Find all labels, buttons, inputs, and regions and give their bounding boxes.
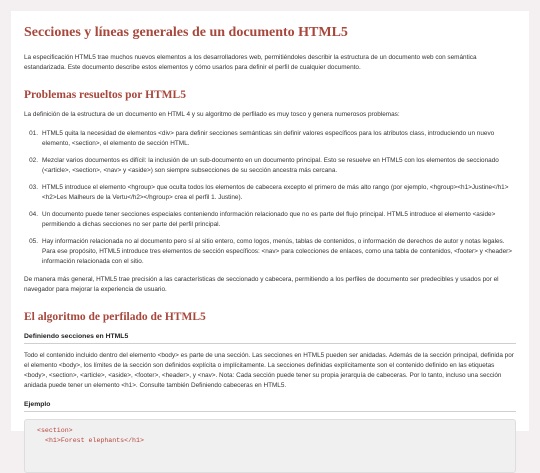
page-title: Secciones y líneas generales de un documento HTML5	[24, 25, 348, 40]
list-text: Un documento puede tener secciones especiales conteniendo información relacionado que no es parte del flujo principal. HTML5 introduce el elemento <aside> permitiendo a dichas secciones no ser parte del perfil principal.	[42, 211, 496, 228]
list-number: 04.	[29, 211, 38, 218]
list-item	[24, 183, 516, 203]
problems-list	[24, 129, 516, 267]
list-number: 03.	[29, 184, 38, 191]
list-text: HTML5 introduce el elemento <hgroup> que oculta todos los elementos de cabecera excepto el primero de más alto rango (por ejemplo, <hgroup><h1>Justine</h1><h2>Les Malheurs de la Vertu</h2></hgroup> crea el perfil 1. Justine).	[42, 184, 509, 201]
example-label: Ejemplo	[24, 401, 516, 412]
list-item	[24, 210, 516, 230]
list-number: 05.	[29, 238, 38, 245]
problems-conclusion: De manera más general, HTML5 trae precisión a las características de seccionado y cabecera, permitiendo a los perfiles de documento ser predecibles y usados por el navegador para mejorar la experiencia de usuario.	[24, 276, 499, 293]
list-item	[24, 129, 516, 149]
algorithm-body: Todo el contenido incluido dentro del elemento <body> es parte de una sección. Las secciones en HTML5 pueden ser anidadas. Además de la sección principal, definida por el elemento <body>, los límites de la sección son definidos explícita o implícitamente. La secciones definidas explícitamente son el contenido definido en las etiquetas <body>, <section>, <article>, <aside>, <footer>, <header>, y <nav>. Nota: Cada sección puede tener su propia jerarquía de cabeceras. Por lo tanto, incluso una sección anidada puede tener un elemento <h1>. Consulte también Definiendo cabeceras en HTML5.	[24, 352, 514, 389]
code-line: <h1>Forest elephants</h1>	[45, 437, 144, 444]
list-number: 02.	[29, 157, 38, 164]
code-line: <section>	[37, 427, 73, 434]
section-heading-problems: Problemas resueltos por HTML5	[24, 89, 186, 101]
list-text: Mezclar varios documentos es difícil: la inclusión de un sub-documento en un documento principal. Esto se resuelve en HTML5 con los elementos de seccionado (<article>, <section>, <nav> y <aside>) son siempre subsecciones de su sección ancestra más cercana.	[42, 157, 499, 174]
code-block	[24, 419, 516, 473]
document-page	[11, 11, 529, 444]
list-item	[24, 156, 516, 176]
list-text: Hay información relacionada no al documento pero sí al sitio entero, como logos, menús, tablas de contenidos, o información de derechos de autor y notas legales. Para ese propósito, HTML5 introduce tres elementos de sección específicos: <nav> para colecciones de enlaces, como una tabla de contenidos, <footer> y <header> información relacionada con el sitio.	[42, 238, 512, 265]
intro-paragraph: La especificación HTML5 trae muchos nuevos elementos a los desarrolladores web, permitiéndoles describir la estructura de un documento web con semántica estandarizada. Este documento describe estos elementos y cómo usarlos para definir el perfil de cualquier documento.	[24, 54, 477, 71]
section-heading-algorithm: El algoritmo de perfilado de HTML5	[24, 311, 206, 323]
problems-lead: La definición de la estructura de un documento en HTML 4 y su algoritmo de perfilado es muy tosco y genera numerosos problemas:	[24, 111, 400, 118]
list-text: HTML5 quita la necesidad de elementos <div> para definir secciones semánticas sin definir valores específicos para los atributos class, introduciendo un nuevo elemento, <section>, el elemento de sección HTML.	[42, 130, 495, 147]
list-item	[24, 237, 516, 267]
subheading-defining-sections: Definiendo secciones en HTML5	[24, 333, 516, 344]
list-number: 01.	[29, 130, 38, 137]
